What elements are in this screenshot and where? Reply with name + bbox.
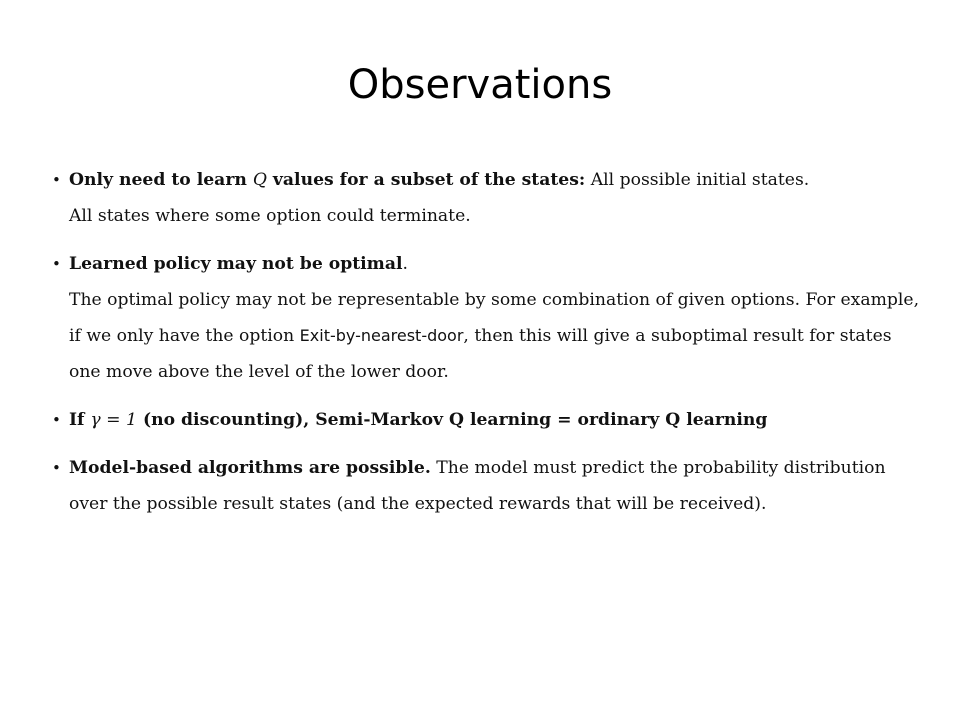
bullet-line bbox=[69, 246, 920, 282]
bullet-line: The optimal policy may not be representable by some combination of given options. For example, bbox=[69, 290, 920, 310]
bullet-dot: • bbox=[52, 411, 61, 429]
bullet-line bbox=[69, 450, 920, 486]
math-symbol: Q bbox=[252, 170, 267, 190]
bullet-list bbox=[52, 162, 920, 534]
bold-text: values for a subset of the states: bbox=[266, 170, 586, 190]
bold-text: (no discounting), Semi-Markov Q learning = ordinary Q learning bbox=[136, 410, 768, 430]
bullet-line bbox=[69, 318, 920, 354]
bullet-item-learned-policy bbox=[52, 246, 920, 390]
bullet-dot: • bbox=[52, 459, 61, 477]
bold-text: If bbox=[69, 410, 91, 430]
bullet-line: over the possible result states (and the expected rewards that will be received). bbox=[69, 494, 767, 514]
bullet-line: one move above the level of the lower door. bbox=[69, 362, 449, 382]
bold-text: Learned policy may not be optimal bbox=[69, 254, 403, 274]
body-text: All possible initial states. bbox=[585, 170, 810, 190]
body-text: . bbox=[402, 254, 409, 274]
bullet-item-model-based bbox=[52, 450, 920, 522]
bullet-dot: • bbox=[52, 171, 61, 189]
body-text: , then this will give a suboptimal result for states bbox=[463, 326, 892, 346]
math-expression: γ = 1 bbox=[90, 410, 137, 430]
bullet-dot: • bbox=[52, 255, 61, 273]
bullet-line bbox=[69, 402, 920, 438]
bullet-item-gamma bbox=[52, 402, 920, 438]
option-name: Exit-by-nearest-door bbox=[299, 326, 464, 345]
body-text: The model must predict the probability distribution bbox=[430, 458, 886, 478]
bold-text: Model-based algorithms are possible. bbox=[69, 458, 431, 478]
bold-text: Only need to learn bbox=[69, 170, 253, 190]
bullet-line bbox=[69, 162, 920, 198]
body-text: if we only have the option bbox=[69, 326, 300, 346]
bullet-item-q-values bbox=[52, 162, 920, 234]
bullet-line: All states where some option could terminate. bbox=[69, 206, 471, 226]
slide-title: Observations bbox=[347, 62, 613, 108]
